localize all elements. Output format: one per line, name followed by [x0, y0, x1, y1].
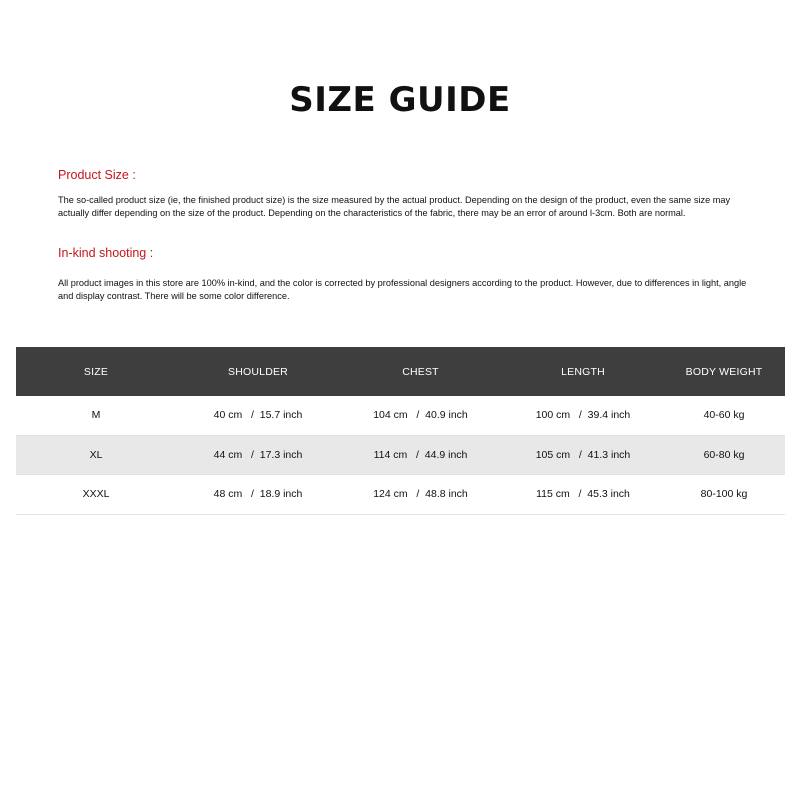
cell-chest: 104 cm / 40.9 inch — [373, 409, 468, 422]
cell-size: XL — [89, 448, 103, 461]
cell-shoulder: 40 cm / 15.7 inch — [213, 409, 303, 422]
cell-length: 100 cm / 39.4 inch — [535, 409, 631, 422]
size-guide-title: SIZE GUIDE — [289, 80, 511, 120]
in-kind-shooting-heading: In-kind shooting : — [58, 246, 154, 260]
header-shoulder: SHOULDER — [228, 365, 288, 378]
table-row — [16, 396, 785, 436]
header-chest: CHEST — [402, 365, 439, 378]
header-body-weight: BODY WEIGHT — [685, 365, 763, 378]
product-size-heading: Product Size : — [58, 168, 136, 182]
cell-body-weight: 60-80 kg — [703, 448, 745, 461]
table-header — [16, 347, 785, 396]
cell-shoulder: 44 cm / 17.3 inch — [213, 448, 303, 461]
in-kind-shooting-text: All product images in this store are 100% in-kind, and the color is corrected by professional designers according to the product. However, due to differences in light, angle and display contrast. There will be some color difference. — [58, 278, 747, 302]
cell-length: 105 cm / 41.3 inch — [535, 448, 631, 461]
cell-size: XXXL — [82, 488, 110, 501]
table-row — [16, 475, 785, 515]
table-row — [16, 436, 785, 476]
cell-body-weight: 40-60 kg — [703, 409, 745, 422]
header-length: LENGTH — [561, 365, 605, 378]
cell-chest: 114 cm / 44.9 inch — [373, 448, 468, 461]
cell-shoulder: 48 cm / 18.9 inch — [213, 488, 303, 501]
cell-size: M — [91, 409, 101, 422]
cell-chest: 124 cm / 48.8 inch — [373, 488, 468, 501]
product-size-text: The so-called product size (ie, the finished product size) is the size measured by the actual product. Depending on the design of the product, even the same size may actually differ depending on the size of the product. Depending on the characteristics of the fabric, there may be an error of around l-3cm. Both are normal. — [58, 195, 731, 219]
size-table — [16, 347, 785, 515]
cell-body-weight: 80-100 kg — [700, 488, 748, 501]
header-size: SIZE — [83, 365, 109, 378]
cell-length: 115 cm / 45.3 inch — [536, 488, 630, 501]
